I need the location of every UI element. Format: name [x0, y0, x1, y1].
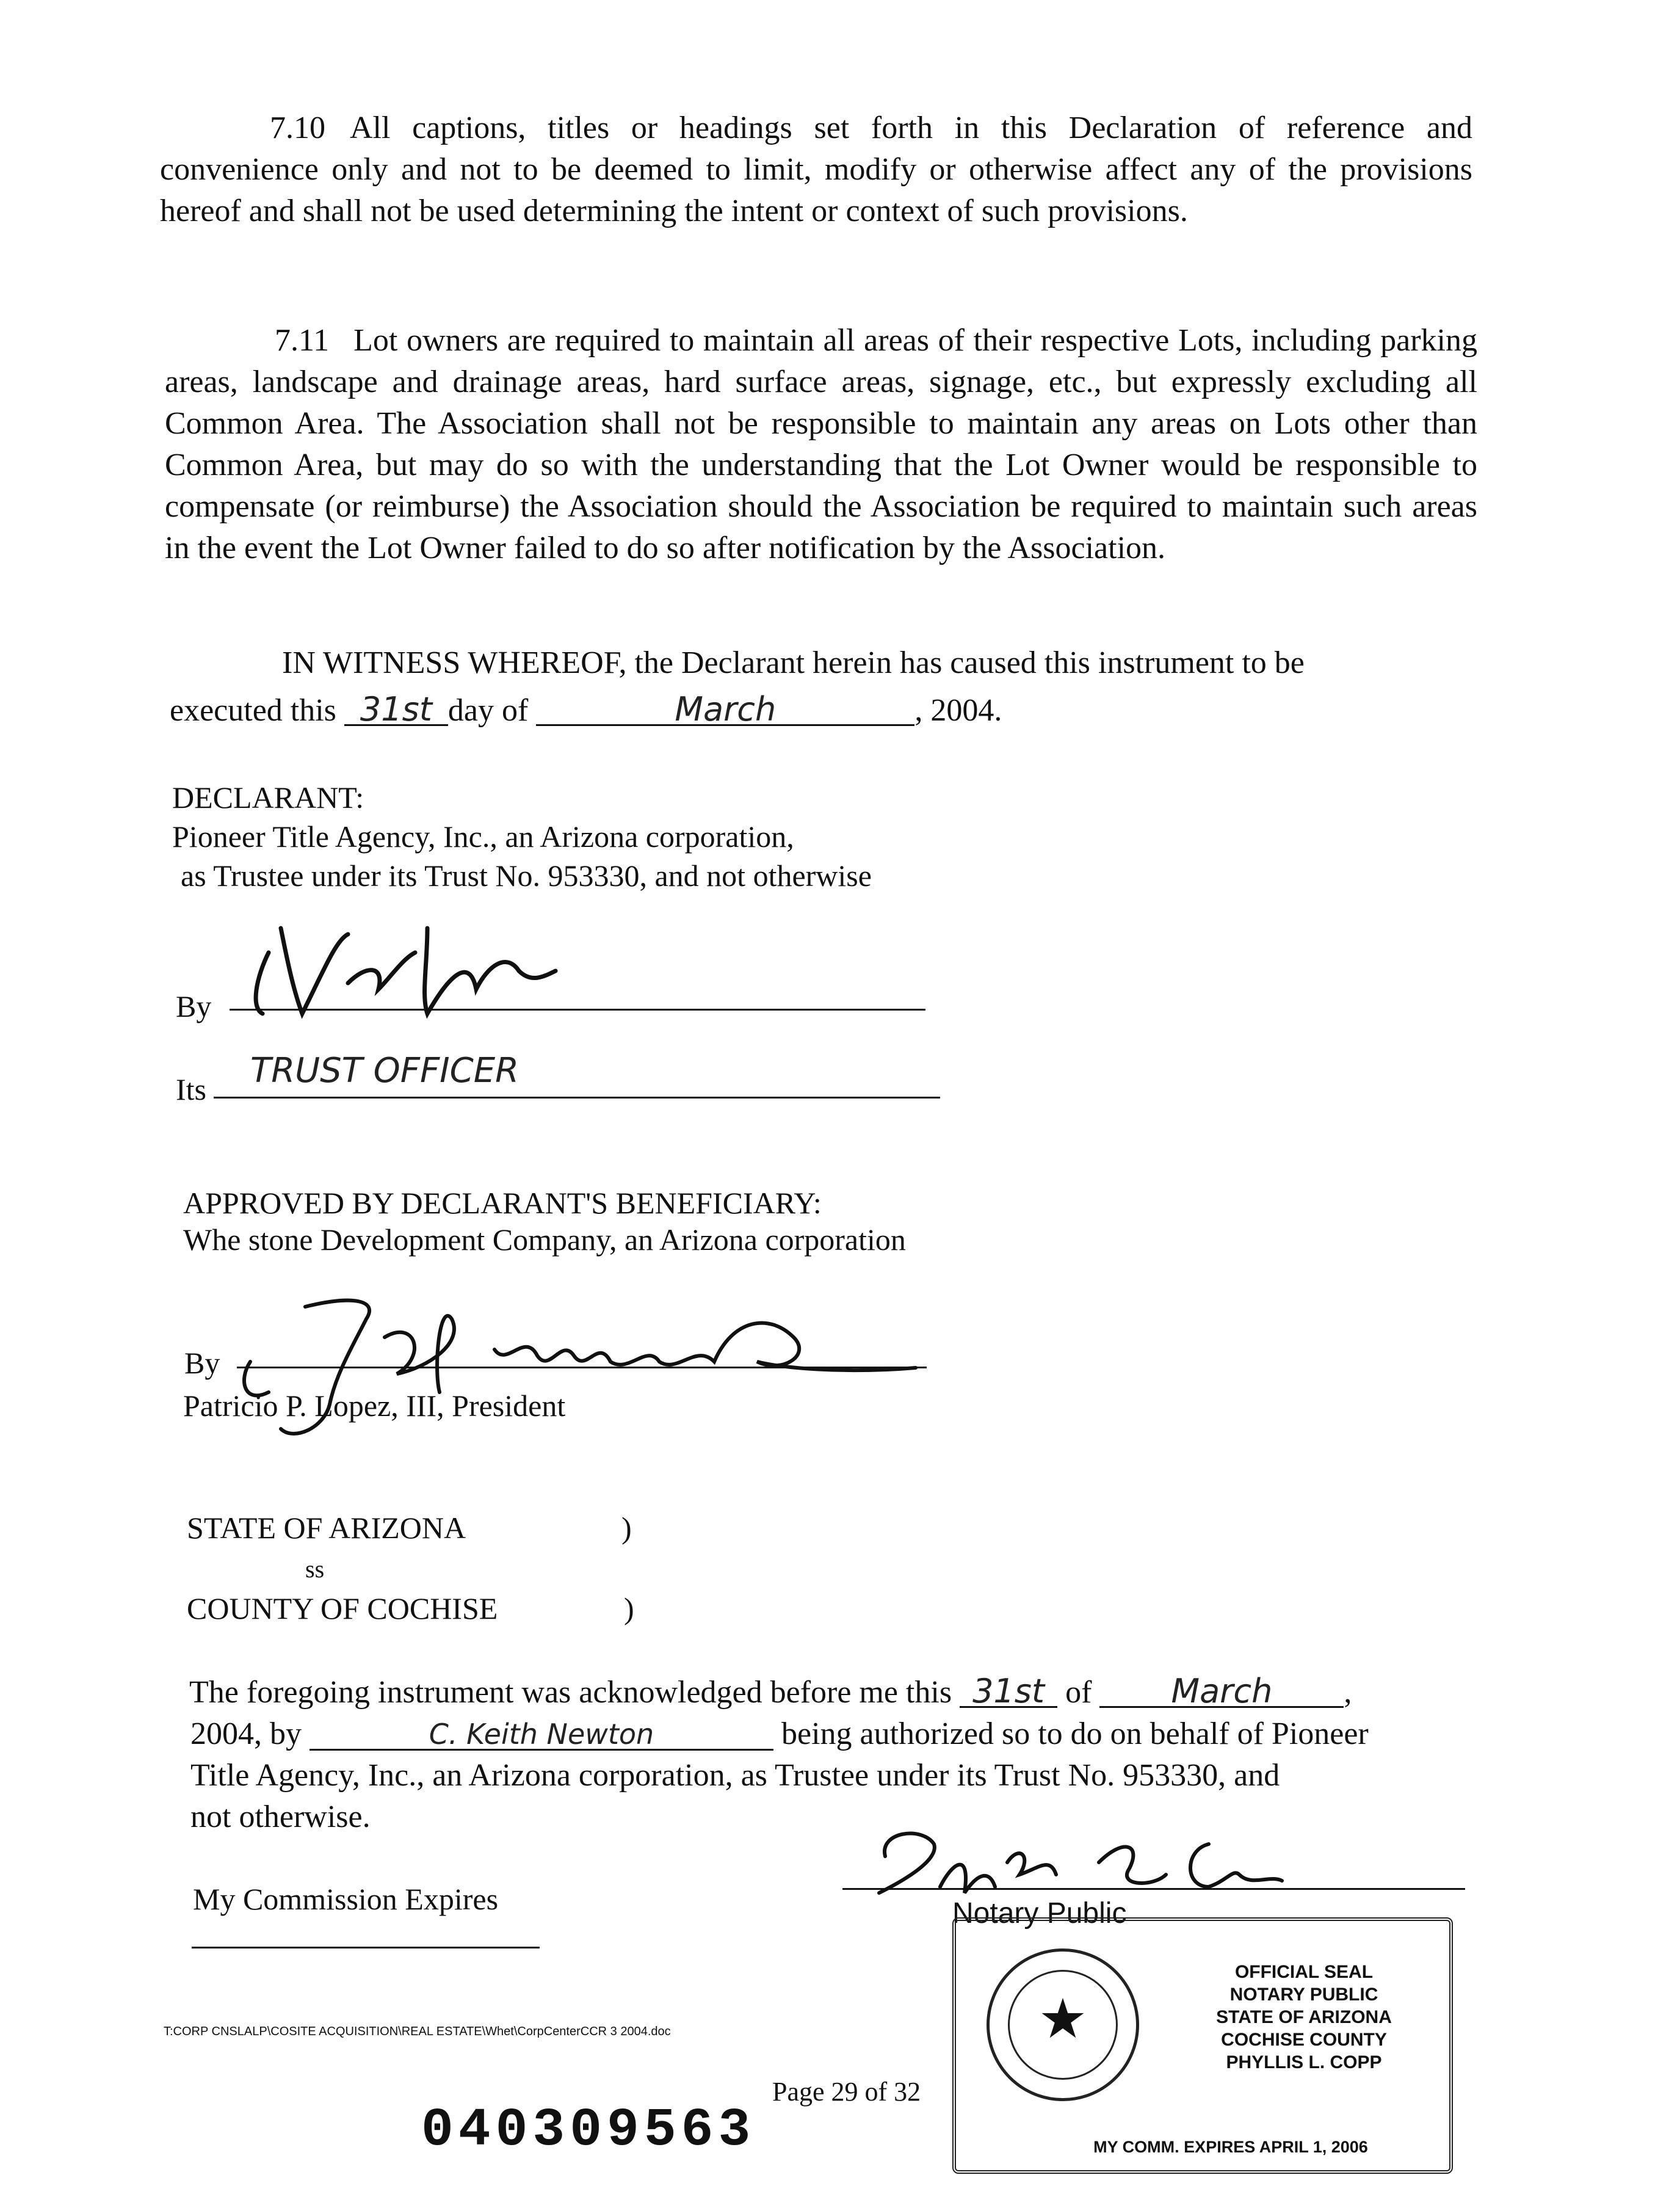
witness-day-handwritten: 31st	[344, 695, 448, 726]
venue-ss: ss	[305, 1555, 325, 1583]
seal-expiration: MY COMM. EXPIRES APRIL 1, 2006	[1093, 2138, 1368, 2156]
footer-file-path: T:CORP CNSLALP\COSITE ACQUISITION\REAL ESTATE\Whet\CorpCenterCCR 3 2004.doc	[164, 2025, 671, 2038]
seal-line-5: PHYLLIS L. COPP	[1226, 2052, 1382, 2072]
acknowledgment-line1	[189, 1672, 1352, 1713]
declarant-signature	[244, 916, 562, 1032]
day-of-label: day of	[447, 693, 529, 728]
beneficiary-signer-name: Patricio P. Lopez, III, President	[183, 1389, 566, 1423]
declarant-its-label: Its	[176, 1072, 206, 1106]
seal-star-icon: ★	[1038, 1989, 1088, 2050]
witness-clause-line1: IN WITNESS WHEREOF, the Declarant herein has caused this instrument to be	[282, 645, 1305, 680]
section-7-11-text: Lot owners are required to maintain all areas of their respective Lots, including parking areas, landscape and drainage areas, hard surface areas, signage, etc., but expressly excluding all Common Area. The Association shall not be responsible to maintain any areas on Lots other than Common Area, but may do so with the understanding that the Lot Owner would be responsible to compensate (or reimburse) the Association should the Association be required to maintain such areas in the event the Lot Owner failed to do so after notification by the Association.	[165, 323, 1477, 565]
official-notary-seal	[952, 1917, 1453, 2174]
acknowledgment-line3: Title Agency, Inc., an Arizona corporation, as Trustee under its Trust No. 953330, and	[190, 1758, 1280, 1793]
witness-clause-line2	[170, 690, 1002, 732]
declarant-heading: DECLARANT:	[172, 780, 364, 815]
section-7-10	[160, 107, 1472, 232]
beneficiary-heading: APPROVED BY DECLARANT'S BENEFICIARY:	[183, 1186, 822, 1220]
acknowledgment-line2	[190, 1713, 1369, 1755]
seal-line-4: COCHISE COUNTY	[1221, 2030, 1387, 2050]
acknowledgment-line4: not otherwise.	[190, 1799, 371, 1834]
section-7-10-number: 7.10	[270, 111, 325, 145]
ack-line1-comma: ,	[1344, 1675, 1352, 1710]
venue-county: COUNTY OF COCHISE	[187, 1591, 498, 1625]
section-7-11	[165, 320, 1477, 569]
seal-text-block	[1176, 1961, 1432, 2074]
venue-paren-1: )	[621, 1511, 632, 1545]
seal-line-2: NOTARY PUBLIC	[1229, 1985, 1378, 2005]
venue-paren-2: )	[624, 1591, 634, 1625]
section-7-10-text: All captions, titles or headings set forth in this Declaration of reference and convenience only and not to be deemed to limit, modify or otherwise affect any of the provisions hereof and shall not be used determining the intent or context of such provisions.	[160, 111, 1472, 228]
section-7-11-number: 7.11	[275, 323, 330, 358]
executed-this-label: executed this	[170, 693, 336, 728]
witness-month-handwritten: March	[536, 695, 914, 726]
commission-expires-label: My Commission Expires	[193, 1882, 499, 1916]
declarant-line1: Pioneer Title Agency, Inc., an Arizona corporation,	[172, 819, 794, 854]
declarant-by-label: By	[176, 989, 212, 1023]
beneficiary-signature	[232, 1282, 928, 1453]
notary-public-label: Notary Public	[952, 1897, 1127, 1930]
declarant-title-handwritten: TRUST OFFICER	[250, 1051, 520, 1091]
ack-name-handwritten: C. Keith Newton	[310, 1720, 773, 1751]
ack-month-handwritten: March	[1099, 1677, 1344, 1708]
seal-line-1: OFFICIAL SEAL	[1234, 1962, 1374, 1982]
beneficiary-company: Whe stone Development Company, an Arizona corporation	[183, 1222, 906, 1257]
ack-day-handwritten: 31st	[960, 1677, 1057, 1708]
page-number: Page 29 of 32	[772, 2077, 921, 2107]
beneficiary-by-label: By	[184, 1346, 220, 1380]
venue-state: STATE OF ARIZONA	[187, 1511, 466, 1545]
state-seal-emblem	[987, 1948, 1139, 2101]
declarant-line2: as Trustee under its Trust No. 953330, and not otherwise	[181, 859, 872, 893]
recording-number: 040309563	[421, 2101, 756, 2161]
declarant-title-line	[214, 1097, 940, 1099]
ack-line2-end: being authorized so to do on behalf of Pioneer	[781, 1716, 1369, 1751]
ack-line2-start: 2004, by	[190, 1716, 302, 1751]
seal-line-3: STATE OF ARIZONA	[1216, 2007, 1392, 2027]
ack-of-label: of	[1065, 1675, 1092, 1710]
commission-expires-line	[192, 1947, 540, 1948]
year-label: , 2004.	[914, 693, 1002, 728]
notary-signature	[867, 1820, 1306, 1905]
ack-line1-text: The foregoing instrument was acknowledged before me this	[189, 1675, 952, 1710]
